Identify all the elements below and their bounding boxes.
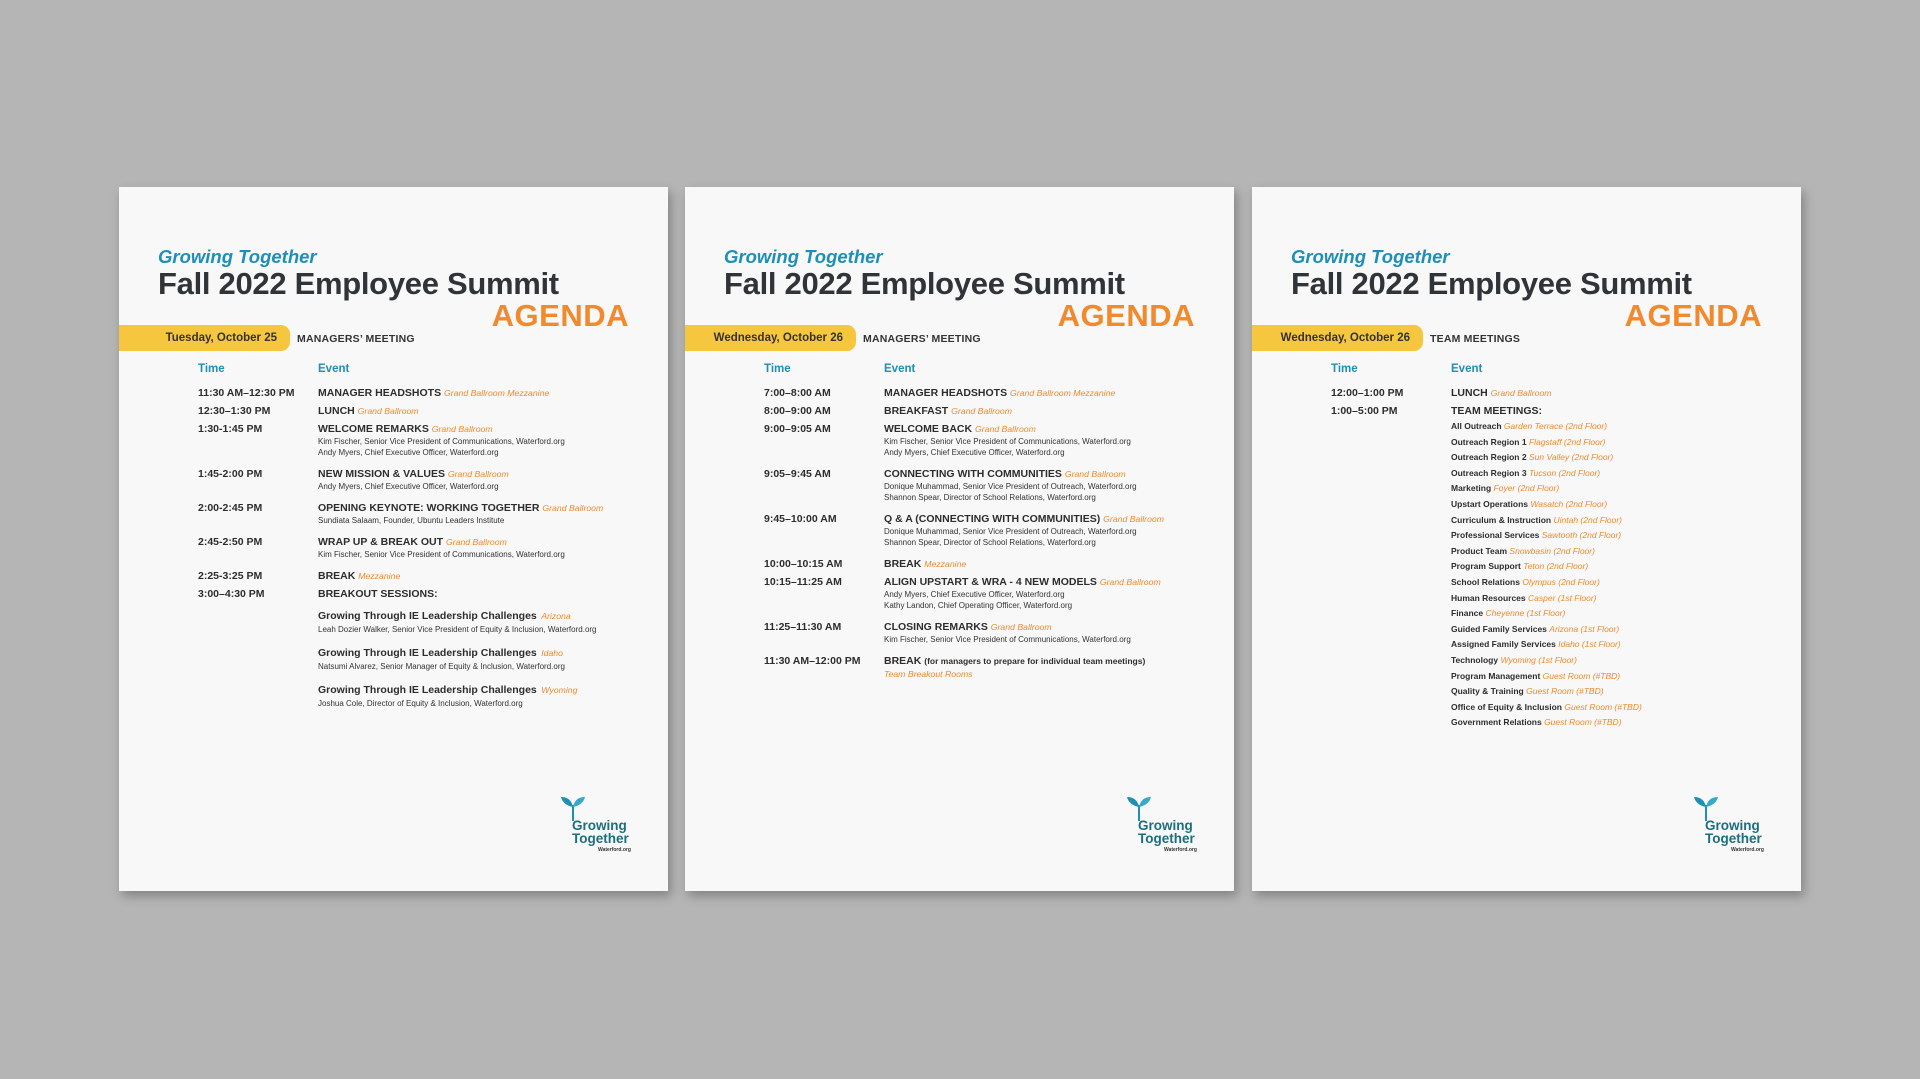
team-location: Tucson (2nd Floor) <box>1528 467 1601 478</box>
team-location: Cheyenne (1st Floor) <box>1485 608 1566 619</box>
team-location: Idaho (1st Floor) <box>1558 639 1621 650</box>
row-event <box>318 588 648 601</box>
team-name: All Outreach <box>1451 421 1502 431</box>
team-location: Teton (2nd Floor) <box>1523 561 1589 572</box>
team-name: Professional Services <box>1451 530 1540 541</box>
row-time: 8:00–9:00 AM <box>764 405 831 417</box>
logo-org: Waterford.org <box>598 847 631 853</box>
team-location: Olympus (2nd Floor) <box>1522 576 1600 587</box>
agenda-row <box>1331 405 1781 418</box>
event-title: CONNECTING WITH COMMUNITIES <box>884 468 1062 480</box>
logo-org: Waterford.org <box>1731 847 1764 853</box>
team-name: Program Management <box>1451 670 1541 681</box>
team-item <box>1451 622 1781 638</box>
event-location: Mezzanine <box>358 571 401 581</box>
row-event <box>1451 387 1781 400</box>
event-title: BREAKOUT SESSIONS: <box>318 588 438 600</box>
event-title: TEAM MEETINGS: <box>1451 405 1542 417</box>
logo-text <box>1705 819 1762 845</box>
team-location: Snowbasin (2nd Floor) <box>1509 545 1595 556</box>
team-name: Outreach Region 2 <box>1451 452 1527 463</box>
team-location: Wyoming (1st Floor) <box>1500 654 1577 665</box>
team-name: Finance <box>1451 608 1484 619</box>
time-column-header: Time <box>764 363 791 375</box>
agenda-row <box>764 621 1214 645</box>
breakout-location: Arizona <box>541 611 571 621</box>
team-location: Sawtooth (2nd Floor) <box>1541 530 1622 541</box>
row-event <box>1451 405 1781 418</box>
event-note: (for managers to prepare for individual team meetings) <box>924 656 1146 666</box>
agenda-row <box>198 502 648 526</box>
team-item <box>1451 606 1781 622</box>
agenda-rows <box>1331 387 1781 731</box>
agenda-row <box>764 405 1214 418</box>
event-location: Grand Ballroom <box>975 424 1036 434</box>
event-location: Mezzanine <box>924 559 967 569</box>
breakout-speaker: Leah Dozier Walker, Senior Vice President of Equity & Inclusion, Waterford.org <box>318 625 597 634</box>
breakout-speaker: Natsumi Alvarez, Senior Manager of Equity & Inclusion, Waterford.org <box>318 662 565 671</box>
team-name: Program Support <box>1451 561 1521 572</box>
event-title: NEW MISSION & VALUES <box>318 468 445 480</box>
page-title: Fall 2022 Employee Summit <box>158 266 559 301</box>
event-location: Grand Ballroom <box>951 406 1012 416</box>
row-time: 7:00–8:00 AM <box>764 387 831 399</box>
breakout-location: Idaho <box>541 648 563 658</box>
row-time: 11:25–11:30 AM <box>764 621 842 633</box>
agenda-row <box>198 405 648 418</box>
agenda-heading: AGENDA <box>1057 298 1195 333</box>
logo-line-1: Growing <box>1705 818 1760 833</box>
team-item <box>1451 419 1781 435</box>
breakout-session <box>318 680 648 709</box>
date-tab: Wednesday, October 26 <box>1252 325 1423 351</box>
page-title: Fall 2022 Employee Summit <box>1291 266 1692 301</box>
growing-together-logo <box>1691 795 1771 859</box>
agenda-rows <box>198 387 648 717</box>
team-location: Foyer (2nd Floor) <box>1493 483 1560 494</box>
event-title: WELCOME BACK <box>884 423 973 435</box>
row-event <box>884 576 1214 611</box>
breakout-speaker: Joshua Cole, Director of Equity & Inclusion, Waterford.org <box>318 699 523 708</box>
row-time: 1:30-1:45 PM <box>198 423 263 435</box>
row-time: 10:00–10:15 AM <box>764 558 843 570</box>
agenda-row <box>764 558 1214 571</box>
event-location: Grand Ballroom <box>1064 469 1126 479</box>
event-location: Grand Ballroom <box>990 622 1052 632</box>
agenda-row <box>1331 387 1781 400</box>
event-location: Grand Ballroom <box>357 406 419 416</box>
event-location: Grand Ballroom <box>1103 514 1164 524</box>
agenda-row <box>198 570 648 583</box>
speaker: Kim Fischer, Senior Vice President of Communications, Waterford.org <box>318 437 565 446</box>
breakout-location: Wyoming <box>541 685 578 695</box>
event-location: Grand Ballroom <box>542 503 604 513</box>
event-title: LUNCH <box>1451 387 1488 399</box>
team-item <box>1451 450 1781 466</box>
row-time: 2:45-2:50 PM <box>198 536 263 548</box>
event-title: CLOSING REMARKS <box>884 621 988 633</box>
time-column-header: Time <box>1331 363 1358 375</box>
team-item <box>1451 544 1781 560</box>
event-title: ALIGN UPSTART & WRA - 4 NEW MODELS <box>884 576 1097 588</box>
time-column-header: Time <box>198 363 225 375</box>
team-name: Guided Family Services <box>1451 623 1547 634</box>
team-item <box>1451 669 1781 685</box>
row-time: 12:30–1:30 PM <box>198 405 271 417</box>
event-location: Grand Ballroom Mezzanine <box>444 388 550 398</box>
speaker: Kim Fischer, Senior Vice President of Communications, Waterford.org <box>884 635 1131 644</box>
event-title: LUNCH <box>318 405 355 417</box>
row-event <box>318 570 648 583</box>
team-location: Flagstaff (2nd Floor) <box>1528 436 1606 447</box>
date-tab: Wednesday, October 26 <box>685 325 856 351</box>
event-title: WELCOME REMARKS <box>318 423 429 435</box>
row-event <box>884 558 1214 571</box>
row-time: 11:30 AM–12:30 PM <box>198 387 295 399</box>
team-name: Product Team <box>1451 545 1508 556</box>
logo-line-1: Growing <box>1138 818 1193 833</box>
team-item <box>1451 513 1781 529</box>
row-time: 2:00-2:45 PM <box>198 502 263 514</box>
team-name: Assigned Family Services <box>1451 639 1556 650</box>
event-title: BREAK <box>318 570 356 582</box>
team-item <box>1451 435 1781 451</box>
speaker: Andy Myers, Chief Executive Officer, Waterford.org <box>318 448 499 457</box>
team-name: Office of Equity & Inclusion <box>1451 701 1562 712</box>
speaker: Shannon Spear, Director of School Relations, Waterford.org <box>884 493 1096 502</box>
team-location: Arizona (1st Floor) <box>1549 623 1620 634</box>
team-item <box>1451 466 1781 482</box>
event-title: BREAKFAST <box>884 405 949 417</box>
team-name: Upstart Operations <box>1451 498 1528 509</box>
team-item <box>1451 700 1781 716</box>
speaker: Kim Fischer, Senior Vice President of Communications, Waterford.org <box>884 437 1131 446</box>
logo-text <box>572 819 629 845</box>
agenda-rows <box>764 387 1214 687</box>
team-name: Marketing <box>1451 483 1492 494</box>
page-title: Fall 2022 Employee Summit <box>724 266 1125 301</box>
event-title: MANAGER HEADSHOTS <box>318 387 442 399</box>
row-event <box>884 621 1214 645</box>
team-location: Wasatch (2nd Floor) <box>1530 498 1608 509</box>
agenda-row <box>764 655 1214 681</box>
event-title: WRAP UP & BREAK OUT <box>318 536 444 548</box>
event-title: OPENING KEYNOTE: WORKING TOGETHER <box>318 502 540 514</box>
row-time: 12:00–1:00 PM <box>1331 387 1404 399</box>
team-name: Outreach Region 3 <box>1451 467 1527 478</box>
event-location: Grand Ballroom <box>447 469 509 479</box>
row-event <box>884 513 1214 548</box>
section-label: MANAGERS’ MEETING <box>297 333 415 345</box>
team-name: School Relations <box>1451 576 1520 587</box>
row-event <box>884 405 1214 418</box>
logo-text <box>1138 819 1195 845</box>
team-location: Casper (1st Floor) <box>1528 592 1597 603</box>
team-item <box>1451 481 1781 497</box>
agenda-row <box>198 536 648 560</box>
logo-line-2: Together <box>572 831 629 846</box>
growing-together-logo <box>558 795 638 859</box>
growing-together-logo <box>1124 795 1204 859</box>
event-title: BREAK <box>884 558 922 570</box>
agenda-row <box>198 588 648 601</box>
agenda-row <box>198 423 648 458</box>
logo-line-2: Together <box>1705 831 1762 846</box>
team-name: Government Relations <box>1451 717 1542 728</box>
date-tab: Tuesday, October 25 <box>119 325 290 351</box>
speaker: Kim Fischer, Senior Vice President of Communications, Waterford.org <box>318 550 565 559</box>
breakout-session <box>318 606 648 635</box>
row-event <box>318 405 648 418</box>
breakout-title: Growing Through IE Leadership Challenges <box>318 647 537 659</box>
team-item <box>1451 559 1781 575</box>
row-event <box>884 468 1214 503</box>
team-list <box>1451 419 1781 731</box>
agenda-row <box>764 576 1214 611</box>
row-time: 3:00–4:30 PM <box>198 588 265 600</box>
team-location: Guest Room (#TBD) <box>1544 717 1622 728</box>
team-item <box>1451 591 1781 607</box>
event-location: Grand Ballroom <box>445 537 507 547</box>
speaker: Shannon Spear, Director of School Relations, Waterford.org <box>884 538 1096 547</box>
event-column-header: Event <box>318 363 350 375</box>
row-event <box>318 468 648 492</box>
team-location: Sun Valley (2nd Floor) <box>1528 452 1614 463</box>
breakout-session <box>318 643 648 672</box>
team-item <box>1451 497 1781 513</box>
team-location: Guest Room (#TBD) <box>1542 670 1621 681</box>
row-time: 9:00–9:05 AM <box>764 423 831 435</box>
agenda-row <box>198 468 648 492</box>
row-time: 1:45-2:00 PM <box>198 468 263 480</box>
team-name: Outreach Region 1 <box>1451 436 1527 447</box>
speaker: Sundiata Salaam, Founder, Ubuntu Leaders Institute <box>318 516 505 525</box>
row-time: 9:45–10:00 AM <box>764 513 837 525</box>
team-location: Guest Room (#TBD) <box>1564 701 1642 712</box>
row-time: 2:25-3:25 PM <box>198 570 263 582</box>
logo-org: Waterford.org <box>1164 847 1197 853</box>
team-item <box>1451 684 1781 700</box>
event-title: BREAK <box>884 655 922 667</box>
kicker: Growing Together <box>158 246 317 267</box>
row-time: 11:30 AM–12:00 PM <box>764 655 861 667</box>
row-event <box>318 387 648 400</box>
row-event <box>318 536 648 560</box>
team-item <box>1451 715 1781 731</box>
event-location: Team Breakout Rooms <box>884 669 973 679</box>
row-time: 1:00–5:00 PM <box>1331 405 1398 417</box>
event-title: Q & A (CONNECTING WITH COMMUNITIES) <box>884 513 1101 525</box>
row-event <box>318 502 648 526</box>
speaker: Andy Myers, Chief Executive Officer, Waterford.org <box>884 590 1065 599</box>
team-item <box>1451 528 1781 544</box>
event-title: MANAGER HEADSHOTS <box>884 387 1008 399</box>
event-column-header: Event <box>1451 363 1483 375</box>
speaker: Andy Myers, Chief Executive Officer, Waterford.org <box>318 482 499 491</box>
agenda-row <box>764 513 1214 548</box>
agenda-heading: AGENDA <box>491 298 629 333</box>
logo-line-1: Growing <box>572 818 627 833</box>
section-label: MANAGERS’ MEETING <box>863 333 981 345</box>
agenda-row <box>764 387 1214 400</box>
agenda-heading: AGENDA <box>1624 298 1762 333</box>
section-label: TEAM MEETINGS <box>1430 333 1521 345</box>
row-event <box>884 655 1214 681</box>
row-time: 9:05–9:45 AM <box>764 468 831 480</box>
agenda-page-2 <box>685 187 1234 891</box>
team-item <box>1451 653 1781 669</box>
speaker: Donique Muhammad, Senior Vice President of Outreach, Waterford.org <box>884 527 1137 536</box>
agenda-page-3 <box>1252 187 1801 891</box>
row-time: 10:15–11:25 AM <box>764 576 842 588</box>
team-location: Guest Room (#TBD) <box>1526 686 1604 697</box>
team-location: Uintah (2nd Floor) <box>1553 514 1623 525</box>
agenda-row <box>198 387 648 400</box>
event-column-header: Event <box>884 363 916 375</box>
row-event <box>884 423 1214 458</box>
team-name: Technology <box>1451 654 1499 665</box>
row-event <box>884 387 1214 400</box>
agenda-row <box>764 423 1214 458</box>
team-name: Curriculum & Instruction <box>1451 514 1552 525</box>
team-item <box>1451 637 1781 653</box>
kicker: Growing Together <box>724 246 883 267</box>
speaker: Kathy Landon, Chief Operating Officer, Waterford.org <box>884 601 1073 610</box>
event-location: Grand Ballroom <box>1490 388 1552 398</box>
event-location: Grand Ballroom Mezzanine <box>1010 388 1116 398</box>
event-location: Grand Ballroom <box>1099 577 1161 587</box>
agenda-row <box>764 468 1214 503</box>
team-name: Human Resources <box>1451 592 1526 603</box>
speaker: Donique Muhammad, Senior Vice President of Outreach, Waterford.org <box>884 482 1137 491</box>
team-location: Garden Terrace (2nd Floor) <box>1503 421 1608 431</box>
kicker: Growing Together <box>1291 246 1450 267</box>
team-name: Quality & Training <box>1451 686 1524 697</box>
logo-line-2: Together <box>1138 831 1195 846</box>
row-event <box>318 423 648 458</box>
agenda-page-1 <box>119 187 668 891</box>
breakout-title: Growing Through IE Leadership Challenges <box>318 684 537 696</box>
event-location: Grand Ballroom <box>431 424 493 434</box>
speaker: Andy Myers, Chief Executive Officer, Waterford.org <box>884 448 1065 457</box>
breakout-title: Growing Through IE Leadership Challenges <box>318 610 537 622</box>
team-item <box>1451 575 1781 591</box>
